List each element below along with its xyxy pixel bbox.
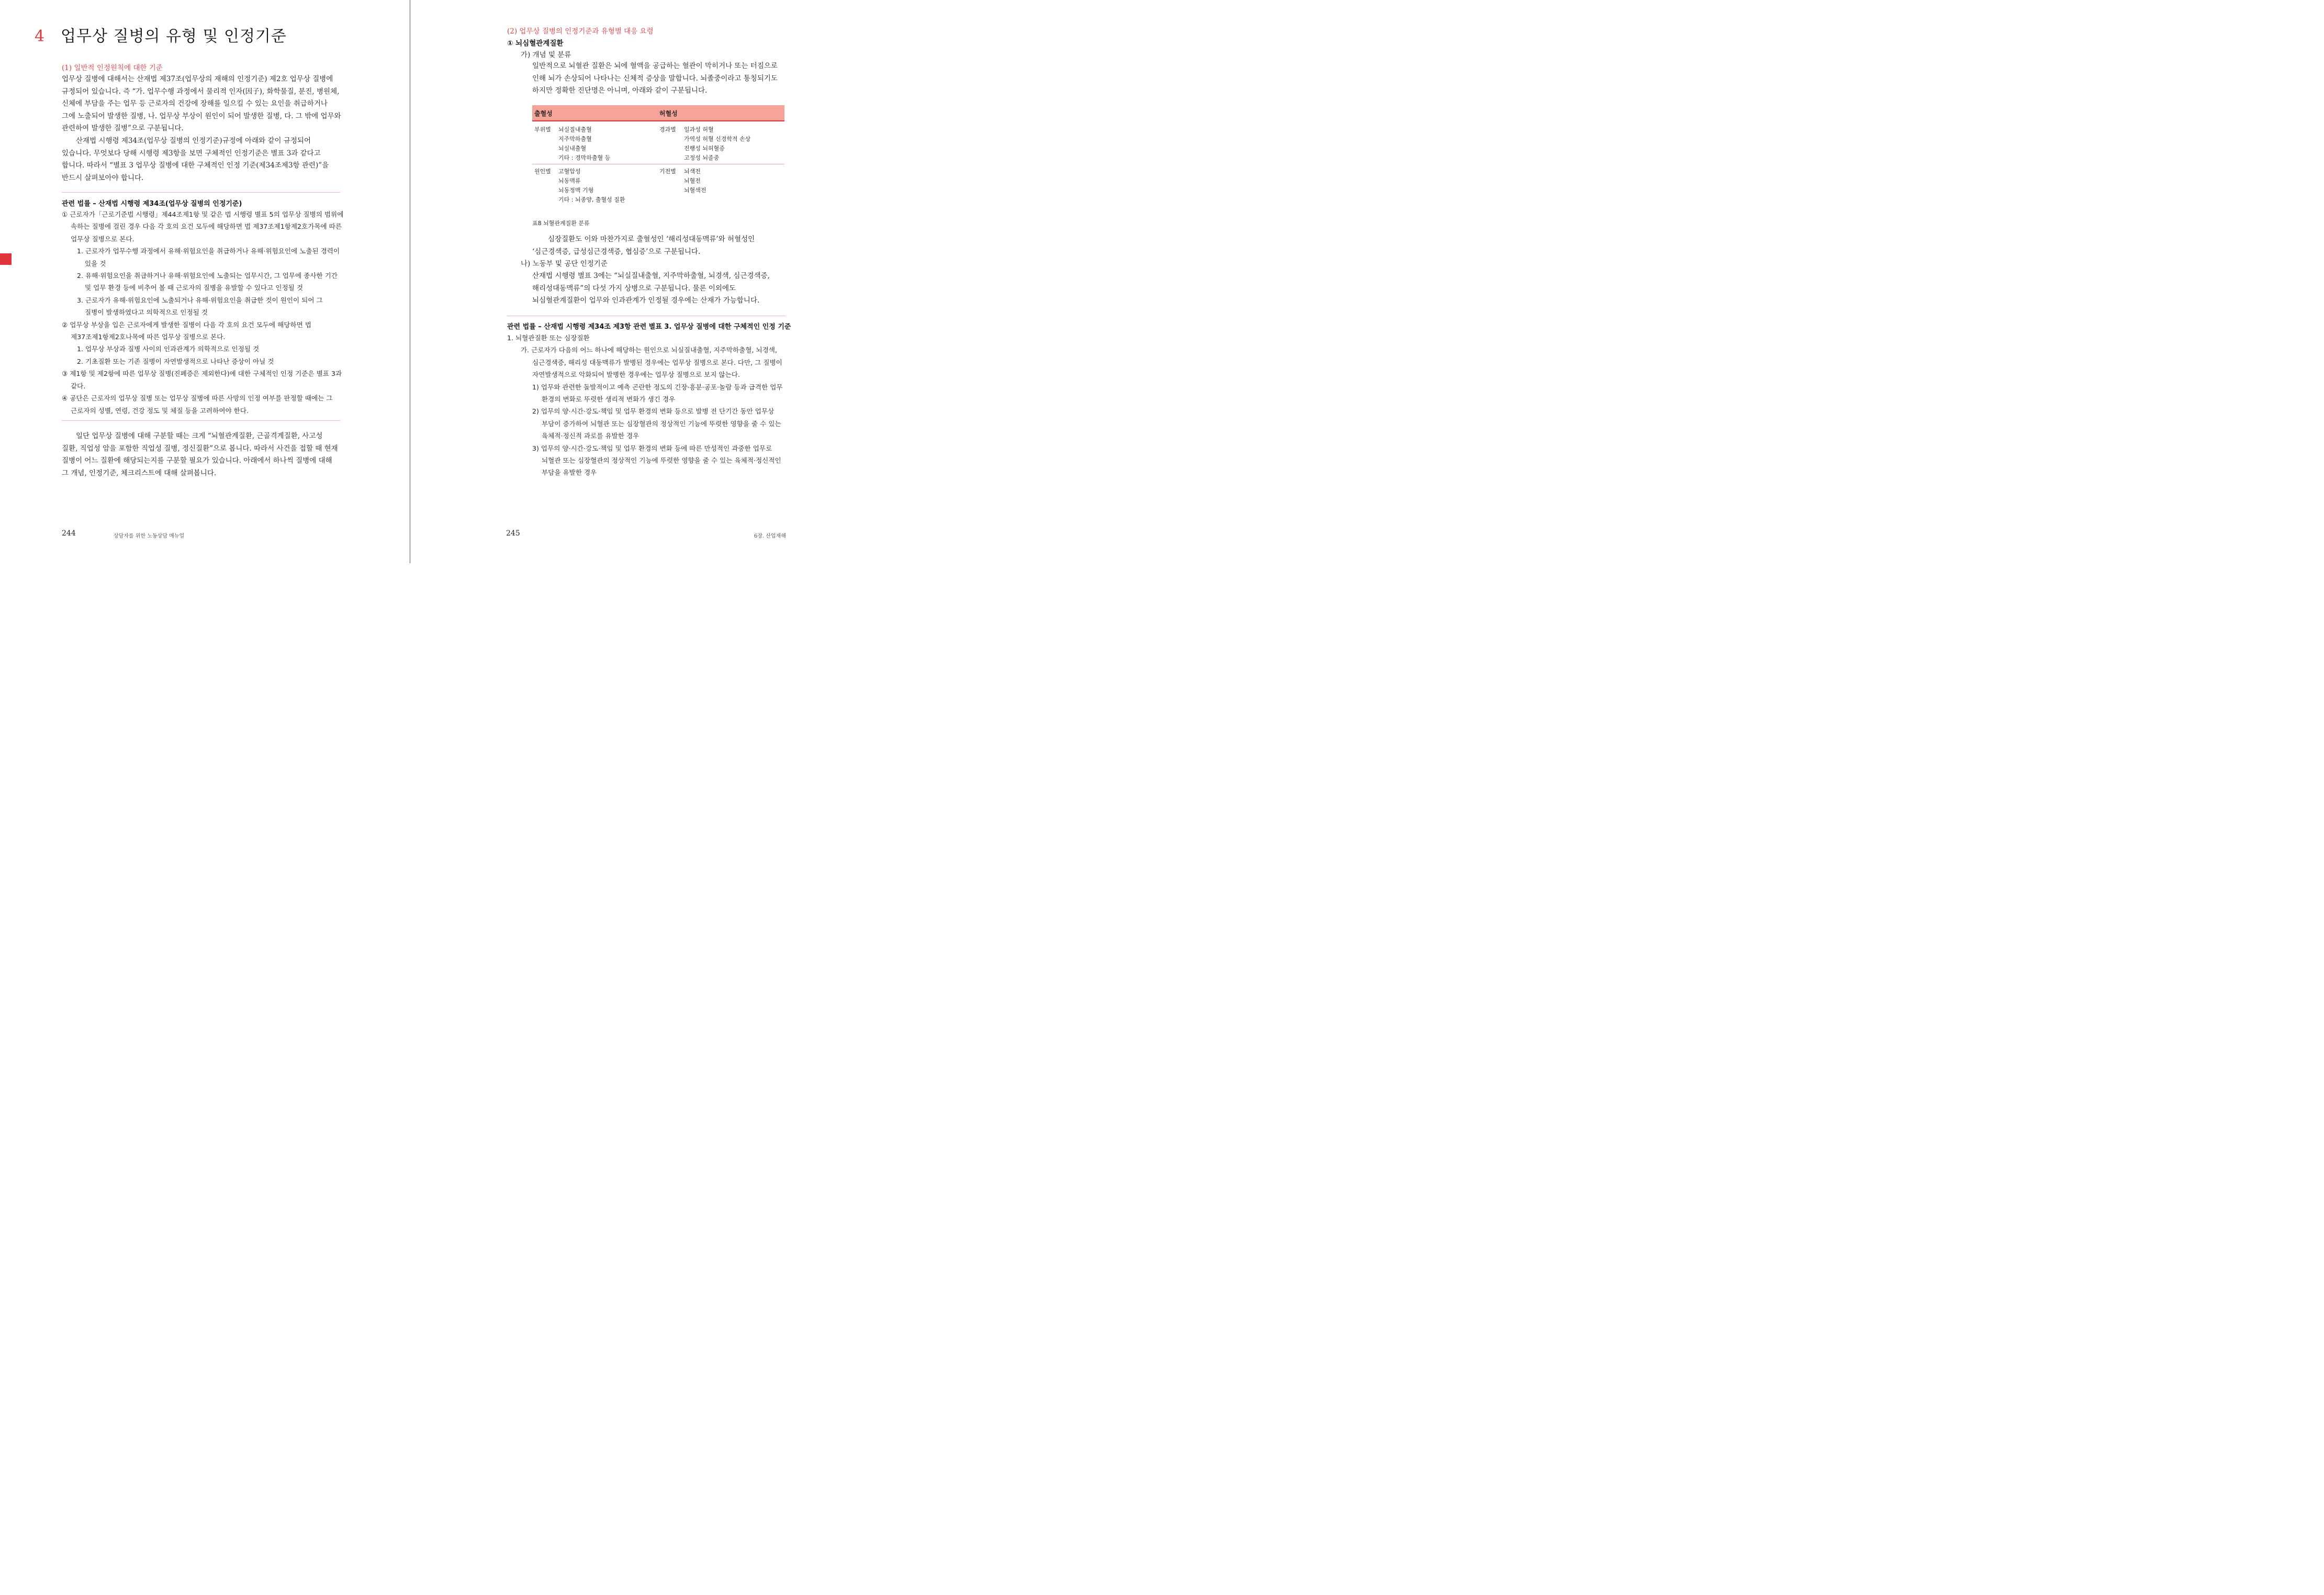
page-number: 244 xyxy=(62,529,76,538)
table-cell: 뇌동맥류 xyxy=(558,177,581,184)
text-line: 있습니다. 무엇보다 당해 시행령 제3항을 보면 구체적인 인정기준은 별표 3과 같다고 xyxy=(62,149,321,158)
law-line: 2. 기초질환 또는 기존 질병이 자연발생적으로 나타난 증상이 아닐 것 xyxy=(77,357,274,365)
text-line: 일반적으로 뇌혈관 질환은 뇌에 혈액을 공급하는 혈관이 막히거나 또는 터짐으로 xyxy=(532,62,778,70)
chapter-heading xyxy=(35,23,287,46)
section1-paragraph-1 xyxy=(62,73,341,184)
text-line: 규정되어 있습니다. 즉 “가. 업무수행 과정에서 물리적 인자(因子), 화학물질, 분진, 병원체, xyxy=(62,87,340,96)
table-cell: 뇌실내출혈 xyxy=(558,145,587,152)
law-line: 심근경색증, 해리성 대동맥류가 발병된 경우에는 업무상 질병으로 본다. 다만, 그 질병이 xyxy=(532,358,782,366)
text-line: 반드시 살펴보아야 합니다. xyxy=(62,173,144,182)
law-line: 1. 근로자가 업무수행 과정에서 유해·위험요인을 취급하거나 유해·위험요인에 노출된 경력이 xyxy=(77,247,340,255)
text-line: 뇌심혈관계질환이 업무와 인과관계가 인정될 경우에는 산재가 가능합니다. xyxy=(532,296,760,305)
table-row xyxy=(532,164,784,208)
part-b-heading: 나) 노동부 및 공단 인정기준 xyxy=(521,260,608,268)
book-title: 상담자를 위한 노동상담 매뉴얼 xyxy=(114,533,185,539)
left-page xyxy=(0,0,410,563)
section-heading-general: (1) 일반적 인정원칙에 대한 기준 xyxy=(62,64,163,72)
law-line: 부담이 증가하여 뇌혈관 또는 심장혈관의 정상적인 기능에 뚜렷한 영향을 줄 수 있는 xyxy=(542,419,781,428)
law-line: 가. 근로자가 다음의 어느 하나에 해당하는 원인으로 뇌실질내출혈, 지주막하출혈, 뇌경색, xyxy=(521,346,778,354)
row-label: 원인별 xyxy=(534,168,551,175)
table-cell: 진행성 뇌허혈증 xyxy=(684,145,725,152)
chapter-title: 업무상 질병의 유형 및 인정기준 xyxy=(61,27,287,46)
table-header-hemorrhagic: 출혈성 xyxy=(534,110,553,117)
table-caption: 표8 뇌혈관계질환 분류 xyxy=(532,220,590,227)
text-line: 일단 업무상 질병에 대해 구분할 때는 크게 “뇌혈관계질환, 근골격계질환, 사고성 xyxy=(76,432,323,440)
divider xyxy=(62,192,340,193)
law-line: 부담을 유발한 경우 xyxy=(542,469,597,477)
text-line: 하지만 정확한 진단명은 아니며, 아래와 같이 구분됩니다. xyxy=(532,86,708,95)
text-line: 심장질환도 이와 마찬가지로 출혈성인 ‘해리성대동맥류’와 허혈성인 xyxy=(548,235,755,243)
row-label: 기전별 xyxy=(659,168,676,175)
divider xyxy=(62,420,340,421)
law-box-body xyxy=(62,208,343,417)
table-row xyxy=(532,121,784,162)
law-line: ② 업무상 부상을 입은 근로자에게 발생한 질병이 다음 각 호의 요건 모두에 해당하면 법 xyxy=(62,320,311,329)
text-line: 그 개념, 인정기준, 체크리스트에 대해 살펴봅니다. xyxy=(62,469,217,477)
law-line: ③ 제1항 및 제2항에 따른 업무상 질병(진폐증은 제외한다)에 대한 구체적인 인정 기준은 별표 3과 xyxy=(62,370,342,378)
law-line: 업무상 질병으로 본다. xyxy=(71,235,134,243)
part-a-heading: 가) 개념 및 분류 xyxy=(521,51,571,59)
section-heading-criteria: (2) 업무상 질병의 인정기준과 유형별 대응 요령 xyxy=(507,27,654,36)
law-line: 1. 업무상 부상과 질병 사이의 인과관계가 의학적으로 인정될 것 xyxy=(77,345,260,353)
text-line: 해리성대동맥류”의 다섯 가지 상병으로 구분됩니다. 물론 이외에도 xyxy=(532,284,736,293)
table-header-ischemic: 허혈성 xyxy=(659,110,678,117)
table-cell: 뇌색전 xyxy=(684,168,701,175)
law-line: 질병이 발생하였다고 의학적으로 인정될 것 xyxy=(85,308,208,317)
classification-table xyxy=(532,105,784,227)
closing-paragraph xyxy=(62,430,338,479)
page-number: 245 xyxy=(506,529,520,538)
chapter-number: 4 xyxy=(35,27,45,46)
table-cell: 뇌동정맥 기형 xyxy=(558,187,594,194)
table-cell: 기타 : 뇌종양, 출혈성 질환 xyxy=(558,196,625,203)
law-line: 환경의 변화로 뚜렷한 생리적 변화가 생긴 경우 xyxy=(542,395,676,404)
law-line: ④ 공단은 근로자의 업무상 질병 또는 업무상 질병에 따른 사망의 인정 여부를 판정할 때에는 그 xyxy=(62,394,333,403)
law-line: 같다. xyxy=(71,382,86,390)
subsection-heading: ① 뇌심혈관계질환 xyxy=(507,39,564,48)
law-box-title: 관련 법률 – 산재법 시행령 제34조(업무상 질병의 인정기준) xyxy=(62,200,242,208)
table-cell: 고정성 뇌졸중 xyxy=(684,154,720,161)
right-page xyxy=(411,0,821,563)
row-label: 부위별 xyxy=(534,126,551,133)
table-cell: 뇌실질내출혈 xyxy=(558,126,592,133)
law-line: 있을 것 xyxy=(85,259,106,267)
law-line: 및 업무 환경 등에 비추어 볼 때 근로자의 질병을 유발할 수 있다고 인정될 것 xyxy=(85,284,304,292)
law-line: 자연발생적으로 악화되어 발병한 경우에는 업무상 질병으로 보지 않는다. xyxy=(532,371,740,379)
law-line: 속하는 질병에 걸린 경우 다음 각 호의 요건 모두에 해당하면 법 제37조제1항제2호가목에 따른 xyxy=(71,222,342,231)
table-cell: 기타 : 경막하출혈 등 xyxy=(558,154,611,161)
text-line: 신체에 부담을 주는 업무 등 근로자의 건강에 장해를 일으킬 수 있는 요인을 취급하거나 xyxy=(62,99,328,108)
text-line: ‘심근경색증, 급성심근경색증, 협심증’으로 구분됩니다. xyxy=(532,247,701,256)
law-line: 근로자의 성별, 연령, 건강 정도 및 체질 등을 고려하여야 한다. xyxy=(71,406,249,415)
chapter-footer-title: 6장. 산업재해 xyxy=(754,533,786,539)
text-line: 질병이 어느 질환에 해당되는지를 구분할 필요가 있습니다. 아래에서 하나씩 질병에 대해 xyxy=(62,456,332,465)
text-line: 업무상 질병에 대해서는 산재법 제37조(업무상의 재해의 인정기준) 제2호 업무상 질병에 xyxy=(62,75,333,83)
law-line: 3) 업무의 양·시간·강도·책임 및 업무 환경의 변화 등에 따른 만성적인 과중한 업무로 xyxy=(532,444,772,452)
after-table-paragraph xyxy=(532,233,755,258)
law-line: ① 근로자가「근로기준법 시행령」제44조제1항 및 같은 법 시행령 별표 5의 업무상 질병의 범위에 xyxy=(62,210,344,218)
part-a-paragraph xyxy=(532,60,778,97)
text-line: 관련하여 발생한 질병”으로 구분됩니다. xyxy=(62,124,184,133)
table-cell: 고혈압성 xyxy=(558,168,581,175)
row-label: 경과별 xyxy=(659,126,676,133)
table-cell: 가역성 허혈 신경학적 손상 xyxy=(684,136,751,142)
law-line: 3. 근로자가 유해·위험요인에 노출되거나 유해·위험요인을 취급한 것이 원인이 되어 그 xyxy=(77,296,323,304)
text-line: 산재법 시행령 제34조(업무상 질병의 인정기준)규정에 아래와 같이 규정되어 xyxy=(76,136,311,145)
law-line: 1. 뇌혈관질환 또는 심장질환 xyxy=(507,334,590,342)
table-cell: 뇌혈색전 xyxy=(684,187,706,194)
table-cell: 지주막하출혈 xyxy=(558,136,592,142)
table-cell: 뇌혈전 xyxy=(684,177,701,184)
text-line: 인해 뇌가 손상되어 나타나는 신체적 증상을 말합니다. 뇌졸중이라고 통칭되기도 xyxy=(532,74,778,83)
law-line: 2. 유해·위험요인을 취급하거나 유해·위험요인에 노출되는 업무시간, 그 업무에 종사한 기간 xyxy=(77,272,338,280)
text-line: 그에 노출되어 발생한 질병, 나. 업무상 부상이 원인이 되어 발생한 질병, 다. 그 밖에 업무와 xyxy=(62,111,341,120)
law-line: 1) 업무와 관련한 돌발적이고 예측 곤란한 정도의 긴장·흥분·공포·놀람 등과 급격한 업무 xyxy=(532,383,783,391)
law-line: 육체적·정신적 과로를 유발한 경우 xyxy=(542,432,639,440)
table-header-row xyxy=(532,105,784,121)
law-line: 뇌혈관 또는 심장혈관의 정상적인 기능에 뚜렷한 영향을 줄 수 있는 육체적·정신적인 xyxy=(542,456,781,465)
text-line: 합니다. 따라서 “별표 3 업무상 질병에 대한 구체적인 인정 기준(제34조제3항 관련)”을 xyxy=(62,161,329,170)
table-cell: 일과성 허혈 xyxy=(684,126,714,133)
text-line: 산재법 시행령 별표 3에는 “뇌실질내출혈, 지주막하출혈, 뇌경색, 심근경색증, xyxy=(532,272,770,280)
part-b-paragraph xyxy=(532,270,770,307)
law-line: 제37조제1항제2호나목에 따른 업무상 질병으로 본다. xyxy=(71,333,226,341)
law-line: 2) 업무의 양·시간·강도·책임 및 업무 환경의 변화 등으로 발병 전 단기간 동안 업무상 xyxy=(532,407,774,416)
text-line: 질환, 직업성 암을 포함한 직업성 질병, 정신질환”으로 봅니다. 따라서 사건을 접할 때 현재 xyxy=(62,444,338,453)
law-box-title: 관련 법률 – 산재법 시행령 제34조 제3항 관련 별표 3. 업무상 질병에 대한 구체적인 인정 기준 xyxy=(507,323,791,331)
law-box-body xyxy=(507,332,783,479)
